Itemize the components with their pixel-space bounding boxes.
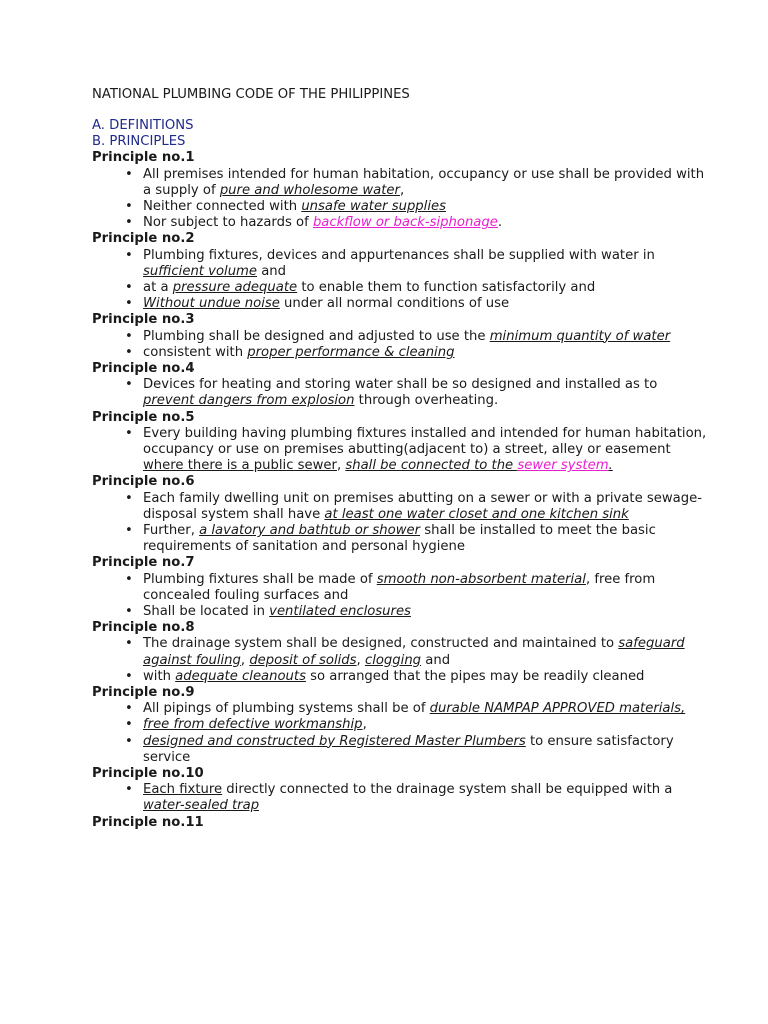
emphasized-phrase: sufficient volume [143, 263, 258, 279]
bullet-item [92, 215, 712, 231]
text-segment: Neither connected with [143, 198, 302, 214]
text-segment: , free from concealed fouling surfaces and [143, 571, 656, 603]
emphasized-phrase: unsafe water supplies [301, 198, 446, 214]
principle-bullet-list [92, 491, 712, 556]
document-title: NATIONAL PLUMBING CODE OF THE PHILIPPINES [92, 87, 410, 102]
text-segment: Shall be located in [143, 603, 270, 619]
emphasized-phrase: adequate cleanouts [175, 668, 306, 684]
text-segment: with [143, 668, 176, 684]
bullet-item [92, 572, 712, 604]
principle-heading: Principle no.9 [92, 684, 195, 700]
bullet-item [92, 636, 712, 668]
text-segment: through overheating. [354, 393, 499, 409]
principle-bullet-list [92, 426, 712, 475]
emphasized-phrase: backflow or back-siphonage [312, 215, 498, 231]
text-segment: under all normal conditions of use [279, 296, 510, 312]
text-segment: Devices for heating and storing water shall be so designed and installed as to [143, 377, 658, 393]
bullet-item [92, 280, 712, 296]
text-segment: to enable them to function satisfactorily and [297, 279, 596, 295]
bullet-item [92, 426, 712, 475]
emphasized-phrase: designed and constructed by Registered Master Plumbers [143, 733, 526, 749]
bullet-item [92, 248, 712, 280]
document-body [92, 86, 712, 831]
bullet-item [92, 604, 712, 620]
text-segment: Plumbing shall be designed and adjusted to use the [143, 328, 490, 344]
text-segment: shall be installed to meet the basic requirements of sanitation and personal hygiene [143, 522, 656, 555]
text-segment: consistent with [143, 344, 248, 360]
bullet-item [92, 345, 712, 361]
emphasized-phrase: . [608, 458, 613, 474]
principle-heading: Principle no.2 [92, 231, 195, 247]
principle-bullet-list [92, 248, 712, 313]
principle-heading: Principle no.11 [92, 814, 204, 830]
emphasized-phrase: Without undue noise [143, 296, 280, 312]
principle-heading: Principle no.3 [92, 312, 195, 328]
text-segment: , [356, 652, 365, 668]
text-segment: , [336, 458, 346, 474]
text-segment: to ensure satisfactory service [143, 733, 674, 765]
emphasized-phrase: safeguard against fouling [143, 636, 685, 668]
emphasized-phrase: smooth non-absorbent material [376, 571, 586, 587]
bullet-item [92, 377, 712, 409]
emphasized-phrase: a lavatory and bathtub or shower [199, 522, 421, 538]
bullet-item [92, 199, 712, 215]
emphasized-phrase: at least one water closet and one kitchen sink [324, 506, 629, 522]
text-segment: so arranged that the pipes may be readily cleaned [305, 668, 645, 684]
emphasized-phrase: sewer system [517, 458, 609, 474]
bullet-item [92, 782, 712, 814]
text-segment: The drainage system shall be designed, constructed and maintained to [143, 636, 619, 652]
principle-heading: Principle no.5 [92, 409, 195, 425]
emphasized-phrase: clogging [364, 652, 422, 668]
principle-heading: Principle no.1 [92, 150, 195, 166]
emphasized-phrase: prevent dangers from explosion [143, 393, 355, 409]
text-segment: at a [143, 279, 173, 295]
bullet-item [92, 717, 712, 733]
text-segment: and [257, 263, 287, 279]
principle-bullet-list [92, 572, 712, 621]
text-segment: , [362, 717, 367, 733]
emphasized-phrase: free from defective workmanship [143, 717, 363, 733]
bullet-item [92, 669, 712, 685]
principle-heading: Principle no.4 [92, 360, 195, 376]
section-definitions-heading: A. DEFINITIONS [92, 118, 194, 133]
text-segment: Every building having plumbing fixtures installed and intended for human habitation, occupancy or use on premises abutting(adjacent to) a street, alley or easement [143, 425, 707, 457]
bullet-item [92, 329, 712, 345]
bullet-item [92, 734, 712, 766]
emphasized-phrase: shall be connected to the [345, 458, 518, 474]
emphasized-phrase: minimum quantity of water [489, 328, 671, 344]
section-principles-heading: B. PRINCIPLES [92, 134, 186, 150]
principle-bullet-list [92, 636, 712, 685]
emphasized-phrase: durable NAMPAP APPROVED materials, [429, 701, 686, 717]
principle-bullet-list [92, 329, 712, 361]
text-segment: Plumbing fixtures shall be made of [143, 571, 377, 587]
emphasized-phrase: water-sealed trap [143, 798, 260, 814]
emphasized-phrase: proper performance & cleaning [247, 344, 455, 360]
text-segment: . [497, 215, 503, 231]
text-segment: All premises intended for human habitation, occupancy or use shall be provided with a supply of [143, 166, 705, 198]
emphasized-phrase: where there is a public sewer [143, 458, 337, 474]
emphasized-phrase: Each fixture [143, 782, 223, 798]
text-segment: Nor subject to hazards of [143, 215, 313, 231]
principle-heading: Principle no.6 [92, 474, 195, 490]
principle-bullet-list [92, 167, 712, 232]
emphasized-phrase: ventilated enclosures [269, 603, 411, 619]
text-segment: All pipings of plumbing systems shall be of [143, 701, 430, 717]
text-segment: directly connected to the drainage system shall be equipped with a [222, 782, 673, 798]
principle-heading: Principle no.10 [92, 765, 204, 781]
text-segment: Further, [143, 522, 200, 538]
bullet-item [92, 167, 712, 199]
bullet-item [92, 701, 712, 717]
bullet-item [92, 523, 712, 555]
text-segment: Each family dwelling unit on premises abutting on a sewer or with a private sewage-disposal system shall have [143, 490, 702, 522]
text-segment: and [421, 652, 451, 668]
emphasized-phrase: pure and wholesome water [219, 182, 400, 198]
text-segment: , [399, 182, 405, 198]
emphasized-phrase: pressure adequate [172, 279, 298, 295]
text-segment: Plumbing fixtures, devices and appurtenances shall be supplied with water in [143, 247, 655, 263]
bullet-item [92, 296, 712, 312]
bullet-item [92, 491, 712, 523]
principle-bullet-list [92, 701, 712, 766]
principle-heading: Principle no.8 [92, 620, 195, 636]
text-segment: , [240, 652, 250, 668]
principle-bullet-list [92, 782, 712, 814]
principles-list [92, 150, 712, 830]
principle-heading: Principle no.7 [92, 555, 195, 571]
principle-bullet-list [92, 377, 712, 409]
emphasized-phrase: deposit of solids [249, 652, 357, 668]
